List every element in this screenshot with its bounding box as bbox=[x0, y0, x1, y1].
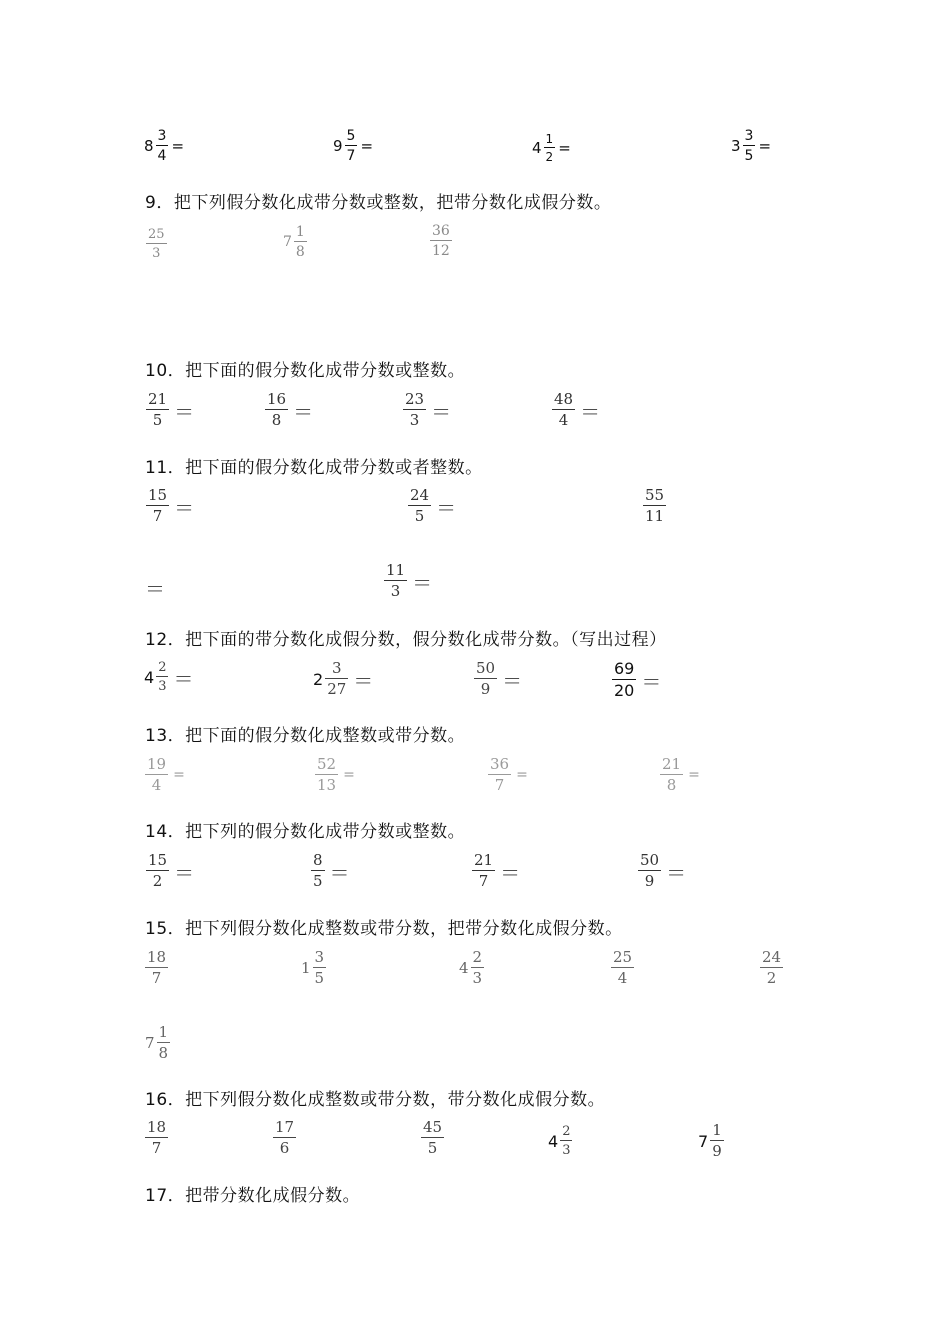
question-11-heading: 11．把下面的假分数化成带分数或者整数。 bbox=[145, 458, 483, 478]
fraction: $\frac{18}{7}$ bbox=[147, 948, 167, 987]
fraction-expression bbox=[474, 661, 522, 697]
fraction-expression bbox=[146, 488, 194, 524]
equals-sign: = bbox=[558, 139, 571, 157]
question-12-heading: 12．把下面的带分数化成假分数，假分数化成带分数。（写出过程） bbox=[145, 630, 667, 650]
equals-sign: ＝ bbox=[412, 570, 433, 595]
equals-sign: ＝ bbox=[145, 577, 165, 601]
equals-sign: ＝ bbox=[174, 495, 195, 520]
equals-sign: = bbox=[343, 767, 355, 783]
mixed-number-item bbox=[548, 1125, 572, 1157]
equals-sign: ＝ bbox=[174, 399, 195, 424]
fraction: $\frac{50}{9}$ bbox=[640, 851, 660, 890]
mixed-number-expression bbox=[144, 661, 193, 693]
whole-part: 8 bbox=[144, 137, 154, 155]
mixed-number-expression bbox=[144, 129, 184, 163]
fraction-expression bbox=[145, 757, 185, 793]
whole-part: 4 bbox=[144, 667, 155, 687]
fraction-item bbox=[430, 224, 452, 258]
fraction: $\frac{16}{8}$ bbox=[267, 390, 287, 429]
fraction-expression bbox=[638, 853, 686, 889]
fraction-expression bbox=[146, 392, 194, 428]
fraction-expression bbox=[472, 853, 520, 889]
fraction: $\frac{21}{5}$ bbox=[148, 390, 168, 429]
fraction: $\frac{15}{2}$ bbox=[148, 851, 168, 890]
equals-sign: ＝ bbox=[431, 399, 452, 424]
fraction-item bbox=[611, 950, 634, 986]
fraction-expression bbox=[315, 757, 355, 793]
fraction: $\frac{25}{3}$ bbox=[148, 227, 165, 261]
fraction: $\frac{2}{3}$ bbox=[472, 948, 483, 987]
whole-part: 7 bbox=[145, 1034, 155, 1052]
fraction: $\frac{21}{7}$ bbox=[474, 851, 494, 890]
fraction: $\frac{36}{7}$ bbox=[490, 755, 510, 794]
fraction: $\frac{2}{3}$ bbox=[158, 660, 167, 694]
equals-sign: ＝ bbox=[580, 399, 601, 424]
equals-sign: ＝ bbox=[353, 668, 374, 693]
fraction: $\frac{15}{7}$ bbox=[148, 486, 168, 525]
mixed-number-item bbox=[698, 1123, 724, 1159]
fraction: $\frac{25}{4}$ bbox=[613, 948, 633, 987]
equals-sign: ＝ bbox=[500, 860, 521, 885]
fraction-item bbox=[273, 1120, 296, 1156]
fraction-item bbox=[145, 1120, 168, 1156]
fraction: $\frac{55}{11}$ bbox=[645, 486, 665, 525]
fraction: $\frac{24}{2}$ bbox=[762, 948, 782, 987]
fraction-expression bbox=[146, 853, 194, 889]
mixed-number-expression bbox=[731, 129, 771, 163]
equals-sign: ＝ bbox=[174, 860, 195, 885]
question-9-heading: 9．把下列假分数化成带分数或整数，把带分数化成假分数。 bbox=[145, 193, 612, 213]
equals-sign: ＝ bbox=[502, 668, 523, 693]
fraction-expression bbox=[643, 488, 666, 524]
whole-part: 9 bbox=[333, 137, 343, 155]
question-16-heading: 16．把下列假分数化成整数或带分数，带分数化成假分数。 bbox=[145, 1090, 606, 1110]
fraction-expression bbox=[660, 757, 700, 793]
fraction: $\frac{2}{3}$ bbox=[562, 1124, 571, 1158]
fraction: $\frac{17}{6}$ bbox=[275, 1118, 295, 1157]
mixed-number-item bbox=[459, 950, 484, 986]
fraction-expression bbox=[311, 853, 350, 889]
mixed-number-item bbox=[283, 225, 307, 259]
equals-sign: ＝ bbox=[641, 669, 662, 694]
fraction-expression bbox=[552, 392, 600, 428]
fraction-expression bbox=[408, 488, 456, 524]
fraction: $\frac{24}{5}$ bbox=[410, 486, 430, 525]
equals-sign: = bbox=[758, 137, 772, 155]
equals-sign: = bbox=[688, 767, 700, 783]
fraction: $\frac{50}{9}$ bbox=[476, 659, 496, 698]
mixed-number-expression bbox=[333, 129, 373, 163]
mixed-number-expression bbox=[532, 133, 571, 163]
fraction: $\frac{69}{20}$ bbox=[614, 659, 635, 700]
fraction: $\frac{1}{8}$ bbox=[158, 1023, 169, 1062]
fraction-expression bbox=[488, 757, 528, 793]
whole-part: 2 bbox=[313, 669, 324, 689]
fraction-item bbox=[145, 950, 168, 986]
question-17-heading: 17．把带分数化成假分数。 bbox=[145, 1186, 361, 1206]
fraction: $\frac{11}{3}$ bbox=[386, 561, 406, 600]
whole-part: 7 bbox=[283, 234, 292, 250]
equals-sign: ＝ bbox=[173, 666, 194, 691]
whole-part: 7 bbox=[698, 1131, 709, 1151]
fraction: $\frac{3}{5}$ bbox=[314, 948, 325, 987]
fraction: $\frac{48}{4}$ bbox=[554, 390, 574, 429]
fraction: $\frac{3}{5}$ bbox=[744, 128, 754, 164]
fraction-item bbox=[421, 1120, 444, 1156]
whole-part: 1 bbox=[301, 959, 311, 977]
fraction-expression bbox=[384, 563, 432, 599]
fraction-item bbox=[760, 950, 783, 986]
mixed-number-expression bbox=[313, 661, 373, 697]
fraction: $\frac{1}{8}$ bbox=[295, 224, 305, 260]
fraction: $\frac{18}{7}$ bbox=[147, 1118, 167, 1157]
fraction: $\frac{21}{8}$ bbox=[662, 755, 682, 794]
fraction: $\frac{52}{13}$ bbox=[317, 755, 337, 794]
fraction: $\frac{8}{5}$ bbox=[313, 851, 323, 890]
fraction: $\frac{1}{2}$ bbox=[545, 132, 554, 164]
equals-sign: = bbox=[360, 137, 374, 155]
question-14-heading: 14．把下列的假分数化成带分数或整数。 bbox=[145, 822, 466, 842]
equals-sign: ＝ bbox=[293, 399, 314, 424]
fraction-item bbox=[146, 228, 167, 260]
fraction: $\frac{36}{12}$ bbox=[432, 223, 450, 259]
fraction-expression bbox=[403, 392, 451, 428]
fraction: $\frac{23}{3}$ bbox=[405, 390, 425, 429]
equals-sign: ＝ bbox=[436, 495, 457, 520]
fraction-expression bbox=[612, 661, 661, 699]
fraction: $\frac{5}{7}$ bbox=[346, 128, 356, 164]
equals-sign: ＝ bbox=[329, 860, 350, 885]
fraction-expression bbox=[265, 392, 313, 428]
fraction: $\frac{45}{5}$ bbox=[423, 1118, 443, 1157]
fraction: $\frac{19}{4}$ bbox=[147, 755, 167, 794]
mixed-number-item bbox=[145, 1025, 170, 1061]
whole-part: 4 bbox=[548, 1131, 559, 1151]
fraction: $\frac{3}{4}$ bbox=[157, 128, 167, 164]
whole-part: 4 bbox=[532, 139, 542, 157]
equals-sign: = bbox=[171, 137, 185, 155]
question-13-heading: 13．把下面的假分数化成整数或带分数。 bbox=[145, 726, 466, 746]
whole-part: 4 bbox=[459, 959, 469, 977]
question-10-heading: 10．把下面的假分数化成带分数或整数。 bbox=[145, 361, 466, 381]
question-15-heading: 15．把下列假分数化成整数或带分数，把带分数化成假分数。 bbox=[145, 919, 623, 939]
equals-sign: = bbox=[516, 767, 528, 783]
equals-sign: ＝ bbox=[666, 860, 687, 885]
whole-part: 3 bbox=[731, 137, 741, 155]
equals-sign: = bbox=[173, 767, 185, 783]
fraction: $\frac{3}{27}$ bbox=[327, 659, 347, 698]
fraction: $\frac{1}{9}$ bbox=[712, 1121, 722, 1160]
mixed-number-item bbox=[301, 950, 326, 986]
